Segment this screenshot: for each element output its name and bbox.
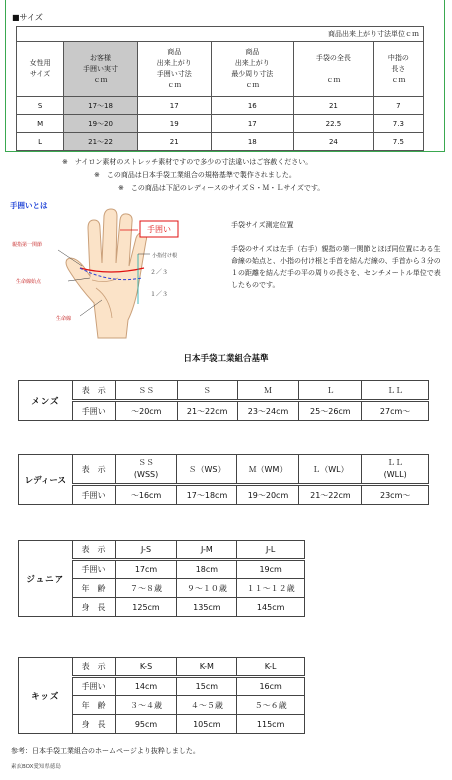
one-third-label: １／３ bbox=[150, 291, 169, 298]
size-cell: 125cm bbox=[115, 598, 177, 617]
size-cell: 23cm～ bbox=[362, 485, 429, 505]
size-cell: M bbox=[17, 115, 64, 133]
table-row bbox=[17, 97, 424, 115]
size-cell: ７～８歳 bbox=[115, 579, 177, 598]
size-cell: ４～５歳 bbox=[177, 696, 237, 715]
header-customer-hand: お客様 手囲い実寸 ｃｍ bbox=[64, 42, 138, 97]
note-2: ※ この商品は日本手袋工業組合の規格基準で製作されました。 bbox=[94, 171, 296, 179]
note-1: ※ ナイロン素材のストレッチ素材ですので多少の寸法違いはご容赦ください。 bbox=[62, 158, 313, 166]
size-cell: K-M bbox=[177, 658, 237, 677]
row-label: 年 齢 bbox=[72, 579, 115, 598]
desc-title: 手袋サイズ測定位置 bbox=[231, 221, 294, 229]
row-label: 表 示 bbox=[72, 381, 115, 401]
size-cell: 21 bbox=[294, 97, 374, 115]
size-cell: 23～24cm bbox=[237, 401, 299, 421]
size-cell: 16 bbox=[211, 97, 294, 115]
size-cell: 105cm bbox=[177, 715, 237, 734]
junior-table bbox=[18, 540, 305, 617]
size-cell: 15cm bbox=[177, 677, 237, 696]
reference-note: 参考：日本手袋工業組合のホームページより抜粋しました。 bbox=[11, 747, 200, 755]
desc-body: 手袋のサイズは左手（右手）親指の第一関節とほぼ同位置にある生命線の始点と、小指の付け根と手首を結んだ線の、手首から３分の１の距離を結んだ手の平の周りの長さを、センチメートル単位で表したものです。 bbox=[231, 245, 441, 289]
measure-description bbox=[231, 219, 443, 291]
table-row bbox=[17, 133, 424, 151]
header-product-hand: 商品 出来上がり 手囲い寸法 ｃｍ bbox=[137, 42, 211, 97]
lifeline-label: 生命線 bbox=[56, 316, 72, 322]
row-label: 表 示 bbox=[72, 541, 115, 560]
row-label: 年 齢 bbox=[72, 696, 115, 715]
mens-label: メンズ bbox=[19, 381, 73, 421]
size-cell: Ｌ（WL） bbox=[299, 455, 362, 485]
ladies-label: レディース bbox=[19, 455, 73, 505]
size-cell: Ｍ（WM） bbox=[237, 455, 299, 485]
size-cell: 7.5 bbox=[373, 133, 423, 151]
size-cell: L bbox=[17, 133, 64, 151]
size-cell: 17cm bbox=[115, 560, 177, 579]
size-cell: ＬＬ bbox=[362, 381, 429, 401]
pinky-base-label: 小指付け根 bbox=[152, 253, 178, 259]
first-joint-label: 親指第一関節 bbox=[12, 242, 43, 248]
size-cell: 18cm bbox=[177, 560, 237, 579]
hand-diagram bbox=[10, 208, 220, 343]
size-cell: 17～18cm bbox=[177, 485, 237, 505]
size-cell: 21～22 bbox=[64, 133, 138, 151]
size-cell: 24 bbox=[294, 133, 374, 151]
size-cell: 14cm bbox=[115, 677, 177, 696]
row-label: 身 長 bbox=[72, 715, 115, 734]
header-women-size: 女性用 サイズ bbox=[17, 42, 64, 97]
row-label: 手囲い bbox=[72, 560, 115, 579]
size-cell: 19cm bbox=[237, 560, 305, 579]
size-cell: 22.5 bbox=[294, 115, 374, 133]
two-thirds-label: ２／３ bbox=[150, 269, 169, 276]
size-cell: Ｓ bbox=[177, 381, 237, 401]
size-cell: 21 bbox=[137, 133, 211, 151]
size-cell: 21～22cm bbox=[177, 401, 237, 421]
header-middle-finger: 中指の 長さ ｃｍ bbox=[373, 42, 423, 97]
size-cell: S bbox=[17, 97, 64, 115]
row-label: 身 長 bbox=[72, 598, 115, 617]
row-label: 手囲い bbox=[72, 485, 115, 505]
size-cell: ５～６歳 bbox=[237, 696, 305, 715]
table-row bbox=[17, 115, 424, 133]
size-cell: J-S bbox=[115, 541, 177, 560]
size-cell: 18 bbox=[211, 133, 294, 151]
credit-note: 素玄BOX愛知県徳島 bbox=[11, 764, 61, 770]
kids-label: キッズ bbox=[19, 658, 73, 734]
size-section-title: ■サイズ bbox=[12, 13, 43, 22]
size-cell: Ｓ（WS） bbox=[177, 455, 237, 485]
size-cell: 17 bbox=[211, 115, 294, 133]
header-total-length: 手袋の全長 ｃｍ bbox=[294, 42, 374, 97]
size-cell: 95cm bbox=[115, 715, 177, 734]
size-cell: ～16cm bbox=[115, 485, 177, 505]
ladies-table bbox=[18, 454, 429, 505]
size-cell: J-M bbox=[177, 541, 237, 560]
row-label: 表 示 bbox=[72, 658, 115, 677]
size-cell: 17～18 bbox=[64, 97, 138, 115]
unit-note: 商品出来上がり寸法単位ｃｍ bbox=[17, 27, 424, 42]
size-cell: ～20cm bbox=[115, 401, 177, 421]
size-cell: 135cm bbox=[177, 598, 237, 617]
size-cell: Ｍ bbox=[237, 381, 299, 401]
row-label: 手囲い bbox=[72, 677, 115, 696]
size-cell: ＳＳ (WSS) bbox=[115, 455, 177, 485]
size-cell: 19 bbox=[137, 115, 211, 133]
size-table bbox=[16, 26, 424, 151]
size-cell: 19～20cm bbox=[237, 485, 299, 505]
size-cell: 145cm bbox=[237, 598, 305, 617]
lifeline-start-label: 生命線始点 bbox=[16, 279, 42, 285]
size-cell: ３～４歳 bbox=[115, 696, 177, 715]
size-cell: 27cm～ bbox=[362, 401, 429, 421]
size-cell: 21～22cm bbox=[299, 485, 362, 505]
header-product-min: 商品 出来上がり 最少周り寸法 ｃｍ bbox=[211, 42, 294, 97]
size-cell: 17 bbox=[137, 97, 211, 115]
row-label: 手囲い bbox=[72, 401, 115, 421]
size-cell: 25～26cm bbox=[299, 401, 362, 421]
size-cell: １１～１２歳 bbox=[237, 579, 305, 598]
size-cell: 115cm bbox=[237, 715, 305, 734]
size-cell: 16cm bbox=[237, 677, 305, 696]
size-cell: ＳＳ bbox=[115, 381, 177, 401]
size-cell: 19～20 bbox=[64, 115, 138, 133]
size-cell: J-L bbox=[237, 541, 305, 560]
standards-title: 日本手袋工業組合基準 bbox=[183, 354, 269, 364]
mens-table bbox=[18, 380, 429, 421]
hand-section-title: 手囲いとは bbox=[10, 201, 48, 210]
size-cell: K-L bbox=[237, 658, 305, 677]
size-cell: K-S bbox=[115, 658, 177, 677]
size-cell: ＬＬ (WLL) bbox=[362, 455, 429, 485]
size-cell: ９～１０歳 bbox=[177, 579, 237, 598]
junior-label: ジュニア bbox=[19, 541, 73, 617]
size-cell: 7.3 bbox=[373, 115, 423, 133]
size-cell: 7 bbox=[373, 97, 423, 115]
kids-table bbox=[18, 657, 305, 734]
row-label: 表 示 bbox=[72, 455, 115, 485]
tegakoi-label: 手囲い bbox=[147, 225, 171, 234]
note-3: ※ この商品は下記のレディースのサイズＳ・Ｍ・Ｌサイズです。 bbox=[118, 184, 325, 192]
size-cell: Ｌ bbox=[299, 381, 362, 401]
hand-outline bbox=[66, 209, 147, 338]
